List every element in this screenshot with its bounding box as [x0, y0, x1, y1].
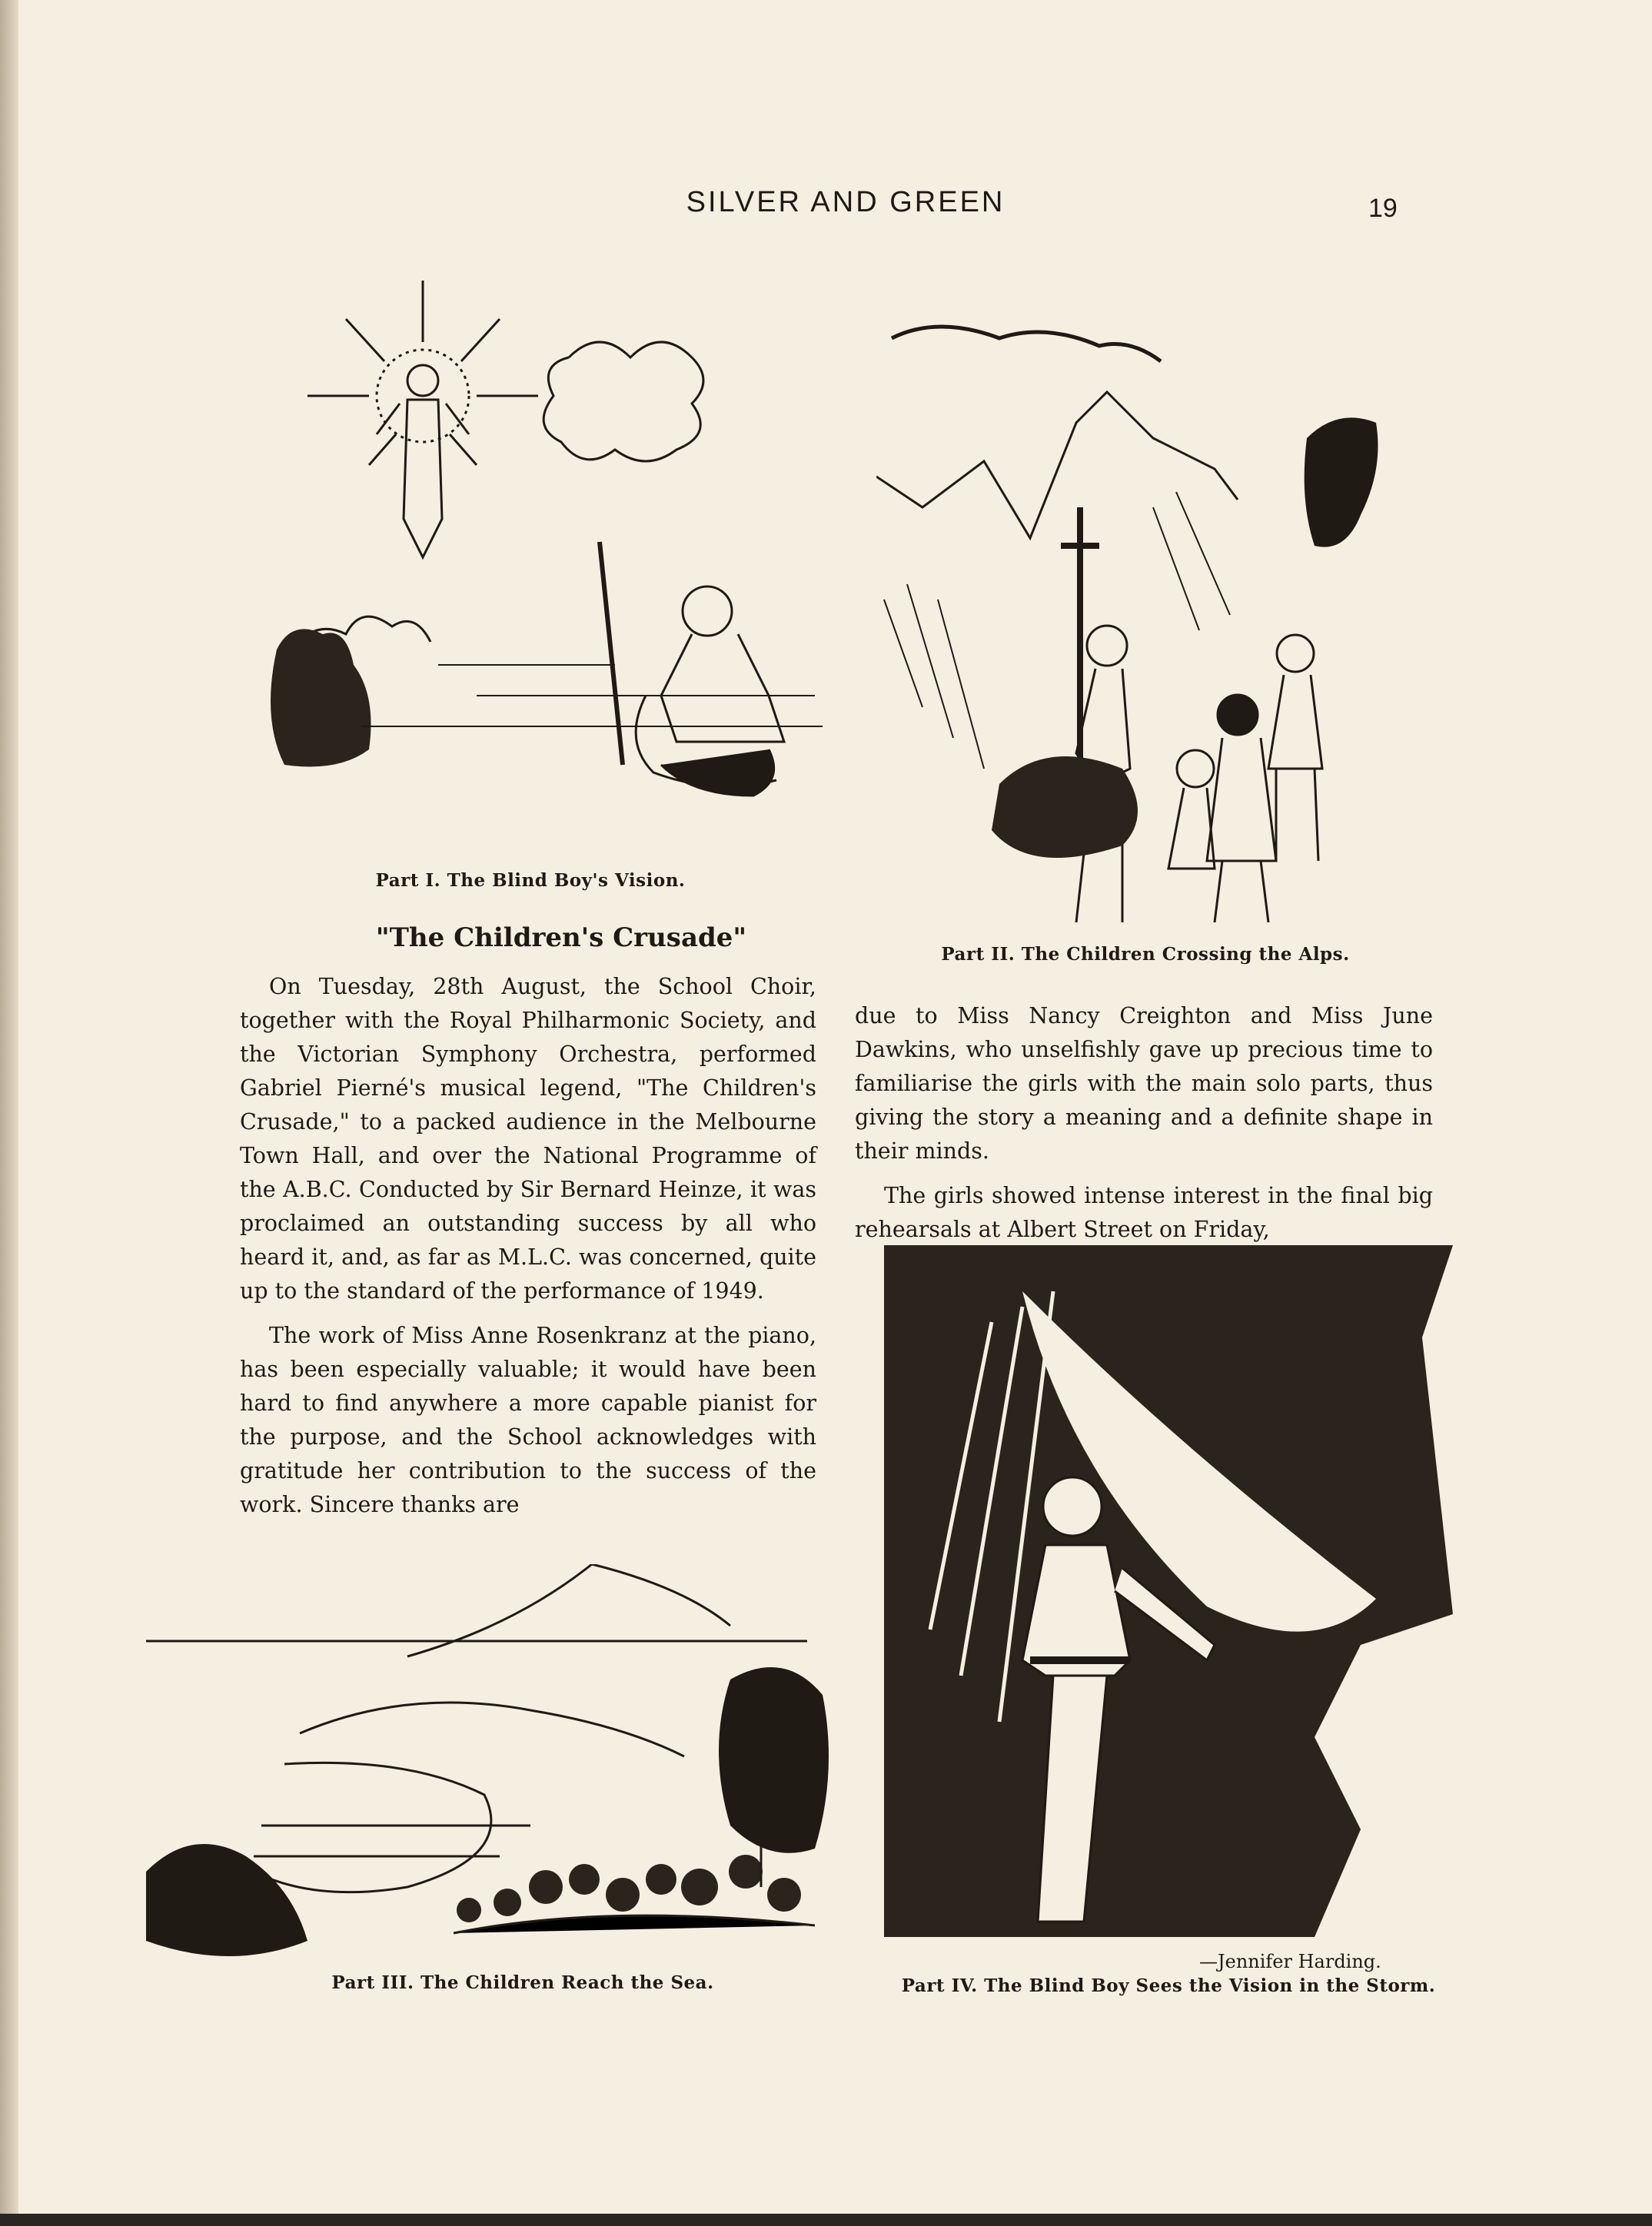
illustration-children-reach-sea — [146, 1564, 838, 1964]
caption-part-1: Part I. The Blind Boy's Vision. — [375, 870, 686, 891]
page-number: 19 — [1368, 194, 1398, 223]
article-paragraph: On Tuesday, 28th August, the School Choir, together with the Royal Philharmonic Society, and the Victorian Symphony Orchestra, performed Gabriel Pierné's musical legend, "The Children's Crusade," to a packed audience in the Melbourne Town Hall, and over the National Programme of the A.B.C. Conducted by Sir Bernard Heinze, it was proclaimed an outstanding success by all who heard it, and, as far as M.L.C. was concerned, quite up to the standard of the performance of 1949. — [240, 974, 816, 1304]
caption-part-2: Part II. The Children Crossing the Alps. — [941, 944, 1350, 965]
article-left-column — [240, 970, 816, 1533]
illustration-blind-boy-sees-vision-storm — [884, 1245, 1453, 1968]
caption-part-3: Part III. The Children Reach the Sea. — [331, 1972, 714, 1993]
running-header-title: SILVER AND GREEN — [686, 186, 1005, 218]
binding-gutter — [0, 0, 18, 2226]
artist-credit: —Jennifer Harding. — [1199, 1951, 1381, 1972]
article-paragraph: The girls showed intense interest in the final big rehearsals at Albert Street on Friday, — [855, 1183, 1433, 1242]
article-paragraph: due to Miss Nancy Creighton and Miss June Dawkins, who unselfishly gave up precious time to familiarise the girls with the main solo parts, thus giving the story a meaning and a definite shape in their minds. — [855, 1003, 1433, 1164]
caption-part-4: Part IV. The Blind Boy Sees the Vision in the Storm. — [901, 1975, 1436, 1996]
illustration-children-crossing-alps — [876, 307, 1384, 945]
article-title: "The Children's Crusade" — [375, 922, 747, 953]
illustration-blind-boys-vision — [246, 265, 823, 849]
article-right-column — [855, 999, 1433, 1258]
article-paragraph: The work of Miss Anne Rosenkranz at the piano, has been especially valuable; it would have been hard to find anywhere a more capable pianist for the purpose, and the School acknowledges with gratitude her contribution to the success of the work. Sincere thanks are — [240, 1323, 816, 1517]
scan-bottom-edge — [0, 2214, 1652, 2226]
